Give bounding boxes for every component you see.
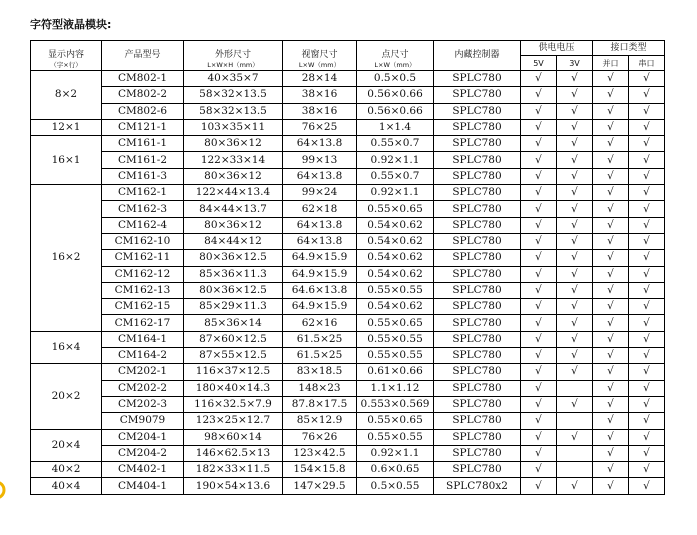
tick-3v: √: [557, 152, 593, 168]
tick-parallel: √: [593, 136, 629, 152]
tick-3v: [557, 462, 593, 478]
window-cell: 147×29.5: [283, 478, 357, 494]
tick-parallel: √: [593, 103, 629, 119]
tick-serial: √: [629, 136, 665, 152]
table-row: [31, 429, 665, 445]
model-cell: CM202-3: [102, 396, 184, 412]
tick-serial: √: [629, 185, 665, 201]
tick-3v: √: [557, 168, 593, 184]
window-cell: 123×42.5: [283, 445, 357, 461]
dot-cell: 0.6×0.65: [357, 462, 434, 478]
tick-5v: √: [521, 348, 557, 364]
table-row: [31, 233, 665, 249]
table-body: [31, 71, 665, 495]
dot-cell: 0.55×0.65: [357, 413, 434, 429]
controller-cell: SPLC780: [434, 217, 521, 233]
tick-serial: √: [629, 348, 665, 364]
page-title: 字符型液晶模块:: [30, 18, 112, 31]
tick-3v: √: [557, 299, 593, 315]
outline-cell: 98×60×14: [184, 429, 283, 445]
tick-3v: √: [557, 119, 593, 135]
tick-serial: √: [629, 233, 665, 249]
table-row: [31, 396, 665, 412]
table-row: [31, 168, 665, 184]
controller-cell: SPLC780: [434, 185, 521, 201]
controller-cell: SPLC780: [434, 331, 521, 347]
tick-parallel: √: [593, 478, 629, 494]
table-row: [31, 413, 665, 429]
outline-cell: 84×44×13.7: [184, 201, 283, 217]
tick-3v: [557, 445, 593, 461]
header-controller: 内藏控制器: [434, 41, 521, 71]
outline-cell: 80×36×12.5: [184, 282, 283, 298]
dot-cell: 0.92×1.1: [357, 185, 434, 201]
tick-5v: √: [521, 201, 557, 217]
header-model: 产品型号: [102, 41, 184, 71]
model-cell: CM202-2: [102, 380, 184, 396]
window-cell: 62×16: [283, 315, 357, 331]
display-cell: 12×1: [31, 119, 102, 135]
tick-3v: √: [557, 364, 593, 380]
controller-cell: SPLC780: [434, 396, 521, 412]
outline-cell: 116×32.5×7.9: [184, 396, 283, 412]
dot-cell: 0.553×0.569: [357, 396, 434, 412]
tick-parallel: √: [593, 396, 629, 412]
dot-cell: 0.54×0.62: [357, 217, 434, 233]
table-row: [31, 217, 665, 233]
tick-serial: √: [629, 152, 665, 168]
outline-cell: 85×36×14: [184, 315, 283, 331]
tick-3v: √: [557, 71, 593, 87]
tick-serial: √: [629, 266, 665, 282]
header-serial: 串口: [629, 56, 665, 71]
window-cell: 61.5×25: [283, 331, 357, 347]
tick-5v: √: [521, 331, 557, 347]
tick-3v: √: [557, 87, 593, 103]
outline-cell: 116×37×12.5: [184, 364, 283, 380]
tick-5v: √: [521, 364, 557, 380]
header-parallel: 并口: [593, 56, 629, 71]
window-cell: 28×14: [283, 71, 357, 87]
header-voltage: 供电电压: [521, 41, 593, 56]
table-row: [31, 331, 665, 347]
tick-3v: √: [557, 185, 593, 201]
tick-serial: √: [629, 282, 665, 298]
dot-cell: 0.54×0.62: [357, 250, 434, 266]
tick-3v: √: [557, 266, 593, 282]
window-cell: 148×23: [283, 380, 357, 396]
dot-cell: 0.54×0.62: [357, 299, 434, 315]
tick-5v: √: [521, 478, 557, 494]
window-cell: 76×25: [283, 119, 357, 135]
controller-cell: SPLC780: [434, 462, 521, 478]
tick-5v: √: [521, 413, 557, 429]
window-cell: 76×26: [283, 429, 357, 445]
model-cell: CM402-1: [102, 462, 184, 478]
outline-cell: 182×33×11.5: [184, 462, 283, 478]
controller-cell: SPLC780: [434, 266, 521, 282]
dot-cell: 1.1×1.12: [357, 380, 434, 396]
model-cell: CM9079: [102, 413, 184, 429]
display-cell: 16×2: [31, 185, 102, 332]
tick-parallel: √: [593, 413, 629, 429]
table-row: [31, 364, 665, 380]
controller-cell: SPLC780: [434, 119, 521, 135]
tick-3v: [557, 380, 593, 396]
tick-3v: √: [557, 136, 593, 152]
tick-5v: √: [521, 429, 557, 445]
display-cell: 8×2: [31, 71, 102, 120]
window-cell: 64.9×15.9: [283, 250, 357, 266]
tick-3v: √: [557, 282, 593, 298]
controller-cell: SPLC780: [434, 413, 521, 429]
tick-3v: √: [557, 429, 593, 445]
tick-3v: [557, 413, 593, 429]
tick-parallel: √: [593, 250, 629, 266]
tick-5v: √: [521, 185, 557, 201]
tick-parallel: √: [593, 315, 629, 331]
tick-parallel: √: [593, 331, 629, 347]
tick-parallel: √: [593, 119, 629, 135]
controller-cell: SPLC780: [434, 136, 521, 152]
header-dot: 点尺寸 L×W（mm）: [357, 41, 434, 71]
dot-cell: 0.55×0.65: [357, 315, 434, 331]
controller-cell: SPLC780: [434, 233, 521, 249]
window-cell: 99×24: [283, 185, 357, 201]
tick-3v: √: [557, 103, 593, 119]
tick-serial: √: [629, 331, 665, 347]
display-cell: 40×2: [31, 462, 102, 478]
table-row: [31, 103, 665, 119]
tick-parallel: √: [593, 185, 629, 201]
model-cell: CM162-15: [102, 299, 184, 315]
tick-5v: √: [521, 315, 557, 331]
outline-cell: 80×36×12: [184, 136, 283, 152]
window-cell: 64×13.8: [283, 168, 357, 184]
logo-fragment-icon: [0, 480, 10, 500]
window-cell: 99×13: [283, 152, 357, 168]
outline-cell: 80×36×12: [184, 217, 283, 233]
dot-cell: 0.54×0.62: [357, 266, 434, 282]
tick-5v: √: [521, 380, 557, 396]
tick-3v: √: [557, 201, 593, 217]
table-row: [31, 478, 665, 494]
tick-5v: √: [521, 136, 557, 152]
tick-5v: √: [521, 299, 557, 315]
model-cell: CM162-10: [102, 233, 184, 249]
model-cell: CM162-1: [102, 185, 184, 201]
outline-cell: 103×35×11: [184, 119, 283, 135]
header-5v: 5V: [521, 56, 557, 71]
tick-serial: √: [629, 71, 665, 87]
dot-cell: 0.55×0.55: [357, 331, 434, 347]
window-cell: 64.9×15.9: [283, 299, 357, 315]
outline-cell: 58×32×13.5: [184, 87, 283, 103]
display-cell: 20×4: [31, 429, 102, 462]
tick-5v: √: [521, 266, 557, 282]
tick-3v: √: [557, 315, 593, 331]
header-outline: 外形尺寸 L×W×H（mm）: [184, 41, 283, 71]
tick-parallel: √: [593, 299, 629, 315]
controller-cell: SPLC780: [434, 71, 521, 87]
window-cell: 85×12.9: [283, 413, 357, 429]
tick-parallel: √: [593, 71, 629, 87]
tick-serial: √: [629, 396, 665, 412]
tick-parallel: √: [593, 152, 629, 168]
outline-cell: 123×25×12.7: [184, 413, 283, 429]
display-cell: 16×1: [31, 136, 102, 185]
dot-cell: 0.92×1.1: [357, 445, 434, 461]
controller-cell: SPLC780: [434, 429, 521, 445]
display-cell: 40×4: [31, 478, 102, 494]
tick-3v: √: [557, 217, 593, 233]
controller-cell: SPLC780: [434, 282, 521, 298]
window-cell: 64×13.8: [283, 136, 357, 152]
tick-parallel: √: [593, 266, 629, 282]
outline-cell: 58×32×13.5: [184, 103, 283, 119]
model-cell: CM162-12: [102, 266, 184, 282]
model-cell: CM162-4: [102, 217, 184, 233]
outline-cell: 85×36×11.3: [184, 266, 283, 282]
tick-5v: √: [521, 119, 557, 135]
table-row: [31, 348, 665, 364]
model-cell: CM164-2: [102, 348, 184, 364]
outline-cell: 80×36×12: [184, 168, 283, 184]
table-row: [31, 185, 665, 201]
dot-cell: 0.55×0.55: [357, 348, 434, 364]
outline-cell: 146×62.5×13: [184, 445, 283, 461]
tick-serial: √: [629, 315, 665, 331]
tick-parallel: √: [593, 429, 629, 445]
model-cell: CM121-1: [102, 119, 184, 135]
tick-5v: √: [521, 250, 557, 266]
model-cell: CM802-2: [102, 87, 184, 103]
controller-cell: SPLC780: [434, 250, 521, 266]
dot-cell: 0.55×0.55: [357, 282, 434, 298]
dot-cell: 0.56×0.66: [357, 87, 434, 103]
model-cell: CM161-2: [102, 152, 184, 168]
controller-cell: SPLC780: [434, 152, 521, 168]
model-cell: CM162-13: [102, 282, 184, 298]
tick-3v: √: [557, 331, 593, 347]
model-cell: CM204-2: [102, 445, 184, 461]
tick-serial: √: [629, 119, 665, 135]
table-row: [31, 71, 665, 87]
model-cell: CM161-3: [102, 168, 184, 184]
window-cell: 61.5×25: [283, 348, 357, 364]
header-display: 显示内容 （字×行）: [31, 41, 102, 71]
window-cell: 38×16: [283, 103, 357, 119]
tick-parallel: √: [593, 348, 629, 364]
tick-serial: √: [629, 462, 665, 478]
tick-serial: √: [629, 299, 665, 315]
tick-5v: √: [521, 103, 557, 119]
table-row: [31, 136, 665, 152]
table-row: [31, 380, 665, 396]
table-row: [31, 445, 665, 461]
model-cell: CM162-11: [102, 250, 184, 266]
model-cell: CM404-1: [102, 478, 184, 494]
tick-parallel: √: [593, 168, 629, 184]
window-cell: 64×13.8: [283, 233, 357, 249]
tick-5v: √: [521, 445, 557, 461]
controller-cell: SPLC780: [434, 299, 521, 315]
table-row: [31, 87, 665, 103]
model-cell: CM161-1: [102, 136, 184, 152]
outline-cell: 80×36×12.5: [184, 250, 283, 266]
outline-cell: 87×60×12.5: [184, 331, 283, 347]
tick-3v: √: [557, 233, 593, 249]
table-row: [31, 119, 665, 135]
tick-5v: √: [521, 396, 557, 412]
controller-cell: SPLC780: [434, 103, 521, 119]
window-cell: 64×13.8: [283, 217, 357, 233]
outline-cell: 180×40×14.3: [184, 380, 283, 396]
model-cell: CM162-17: [102, 315, 184, 331]
table-row: [31, 250, 665, 266]
controller-cell: SPLC780: [434, 364, 521, 380]
controller-cell: SPLC780: [434, 201, 521, 217]
controller-cell: SPLC780x2: [434, 478, 521, 494]
controller-cell: SPLC780: [434, 87, 521, 103]
tick-5v: √: [521, 217, 557, 233]
controller-cell: SPLC780: [434, 168, 521, 184]
tick-parallel: √: [593, 462, 629, 478]
tick-serial: √: [629, 87, 665, 103]
display-cell: 20×2: [31, 364, 102, 429]
model-cell: CM164-1: [102, 331, 184, 347]
dot-cell: 0.5×0.55: [357, 478, 434, 494]
tick-5v: √: [521, 233, 557, 249]
display-cell: 16×4: [31, 331, 102, 364]
tick-serial: √: [629, 201, 665, 217]
outline-cell: 40×35×7: [184, 71, 283, 87]
window-cell: 154×15.8: [283, 462, 357, 478]
tick-serial: √: [629, 413, 665, 429]
controller-cell: SPLC780: [434, 315, 521, 331]
tick-5v: √: [521, 462, 557, 478]
tick-serial: √: [629, 380, 665, 396]
table-row: [31, 266, 665, 282]
model-cell: CM202-1: [102, 364, 184, 380]
lcd-module-table: [30, 40, 665, 495]
dot-cell: 0.92×1.1: [357, 152, 434, 168]
header-window: 视窗尺寸 L×W（mm）: [283, 41, 357, 71]
table-row: [31, 152, 665, 168]
tick-serial: √: [629, 103, 665, 119]
outline-cell: 190×54×13.6: [184, 478, 283, 494]
dot-cell: 0.55×0.7: [357, 136, 434, 152]
tick-parallel: √: [593, 217, 629, 233]
outline-cell: 85×29×11.3: [184, 299, 283, 315]
tick-parallel: √: [593, 201, 629, 217]
table-row: [31, 282, 665, 298]
dot-cell: 0.55×0.55: [357, 429, 434, 445]
window-cell: 83×18.5: [283, 364, 357, 380]
tick-serial: √: [629, 478, 665, 494]
outline-cell: 84×44×12: [184, 233, 283, 249]
controller-cell: SPLC780: [434, 445, 521, 461]
window-cell: 64.9×15.9: [283, 266, 357, 282]
tick-parallel: √: [593, 233, 629, 249]
dot-cell: 0.5×0.5: [357, 71, 434, 87]
tick-parallel: √: [593, 380, 629, 396]
tick-serial: √: [629, 445, 665, 461]
table-row: [31, 462, 665, 478]
dot-cell: 0.56×0.66: [357, 103, 434, 119]
dot-cell: 0.54×0.62: [357, 233, 434, 249]
tick-3v: √: [557, 396, 593, 412]
header-3v: 3V: [557, 56, 593, 71]
window-cell: 64.6×13.8: [283, 282, 357, 298]
model-cell: CM162-3: [102, 201, 184, 217]
tick-serial: √: [629, 364, 665, 380]
tick-serial: √: [629, 429, 665, 445]
tick-3v: √: [557, 348, 593, 364]
window-cell: 38×16: [283, 87, 357, 103]
tick-3v: √: [557, 478, 593, 494]
tick-parallel: √: [593, 445, 629, 461]
window-cell: 62×18: [283, 201, 357, 217]
tick-5v: √: [521, 152, 557, 168]
table-row: [31, 299, 665, 315]
header-interface: 接口类型: [593, 41, 665, 56]
tick-parallel: √: [593, 282, 629, 298]
table-row: [31, 315, 665, 331]
outline-cell: 122×44×13.4: [184, 185, 283, 201]
window-cell: 87.8×17.5: [283, 396, 357, 412]
tick-5v: √: [521, 282, 557, 298]
outline-cell: 87×55×12.5: [184, 348, 283, 364]
tick-3v: √: [557, 250, 593, 266]
outline-cell: 122×33×14: [184, 152, 283, 168]
tick-parallel: √: [593, 87, 629, 103]
dot-cell: 1×1.4: [357, 119, 434, 135]
tick-serial: √: [629, 250, 665, 266]
tick-5v: √: [521, 71, 557, 87]
tick-serial: √: [629, 217, 665, 233]
dot-cell: 0.55×0.7: [357, 168, 434, 184]
controller-cell: SPLC780: [434, 348, 521, 364]
tick-parallel: √: [593, 364, 629, 380]
model-cell: CM204-1: [102, 429, 184, 445]
controller-cell: SPLC780: [434, 380, 521, 396]
dot-cell: 0.61×0.66: [357, 364, 434, 380]
dot-cell: 0.55×0.65: [357, 201, 434, 217]
model-cell: CM802-1: [102, 71, 184, 87]
model-cell: CM802-6: [102, 103, 184, 119]
tick-5v: √: [521, 168, 557, 184]
tick-serial: √: [629, 168, 665, 184]
tick-5v: √: [521, 87, 557, 103]
table-row: [31, 201, 665, 217]
